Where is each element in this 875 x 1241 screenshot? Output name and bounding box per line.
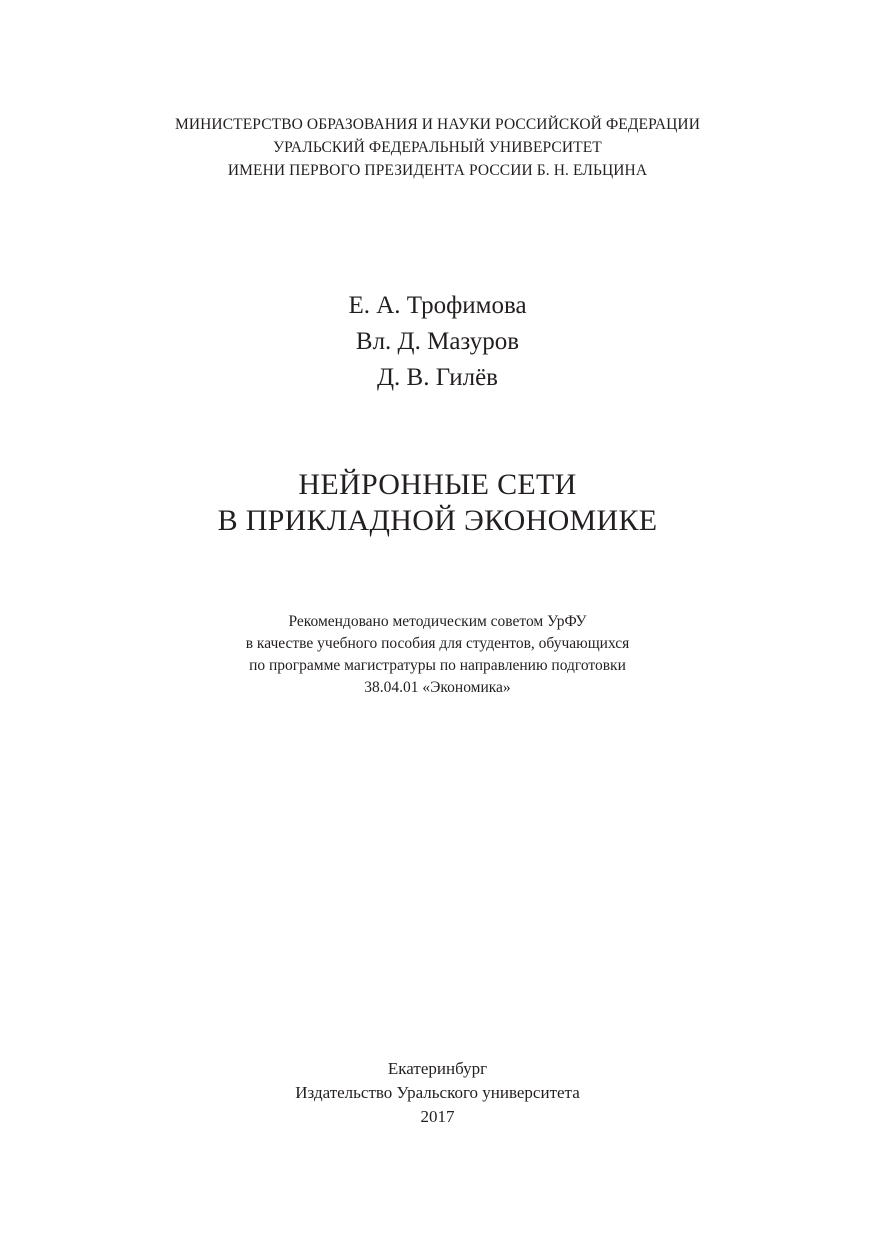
imprint-year: 2017 [420, 1107, 455, 1126]
recommendation-note [0, 611, 875, 699]
imprint-city: Екатеринбург [387, 1059, 488, 1078]
recommendation-line: Рекомендовано методическим советом УрФУ [288, 613, 587, 630]
institution-header [0, 113, 875, 182]
author-name: Д. В. Гилёв [377, 364, 498, 391]
author-name: Е. А. Трофимова [348, 292, 527, 319]
imprint [0, 1057, 875, 1129]
author-name: Вл. Д. Мазуров [355, 328, 520, 355]
book-title-line: НЕЙРОННЫЕ СЕТИ [298, 468, 577, 501]
program-code: 38.04.01 «Экономика» [364, 679, 511, 696]
university-dedication: ИМЕНИ ПЕРВОГО ПРЕЗИДЕНТА РОССИИ Б. Н. ЕЛЬЦИНА [227, 162, 648, 179]
university-name: УРАЛЬСКИЙ ФЕДЕРАЛЬНЫЙ УНИВЕРСИТЕТ [273, 139, 602, 156]
recommendation-line: по программе магистратуры по направлению подготовки [249, 657, 626, 674]
book-title-line: В ПРИКЛАДНОЙ ЭКОНОМИКЕ [217, 504, 658, 537]
book-title [0, 467, 875, 539]
imprint-publisher: Издательство Уральского университета [295, 1083, 580, 1102]
recommendation-line: в качестве учебного пособия для студентов, обучающихся [245, 635, 630, 652]
ministry-name: МИНИСТЕРСТВО ОБРАЗОВАНИЯ И НАУКИ РОССИЙСКОЙ ФЕДЕРАЦИИ [174, 116, 701, 133]
author-list [0, 288, 875, 396]
